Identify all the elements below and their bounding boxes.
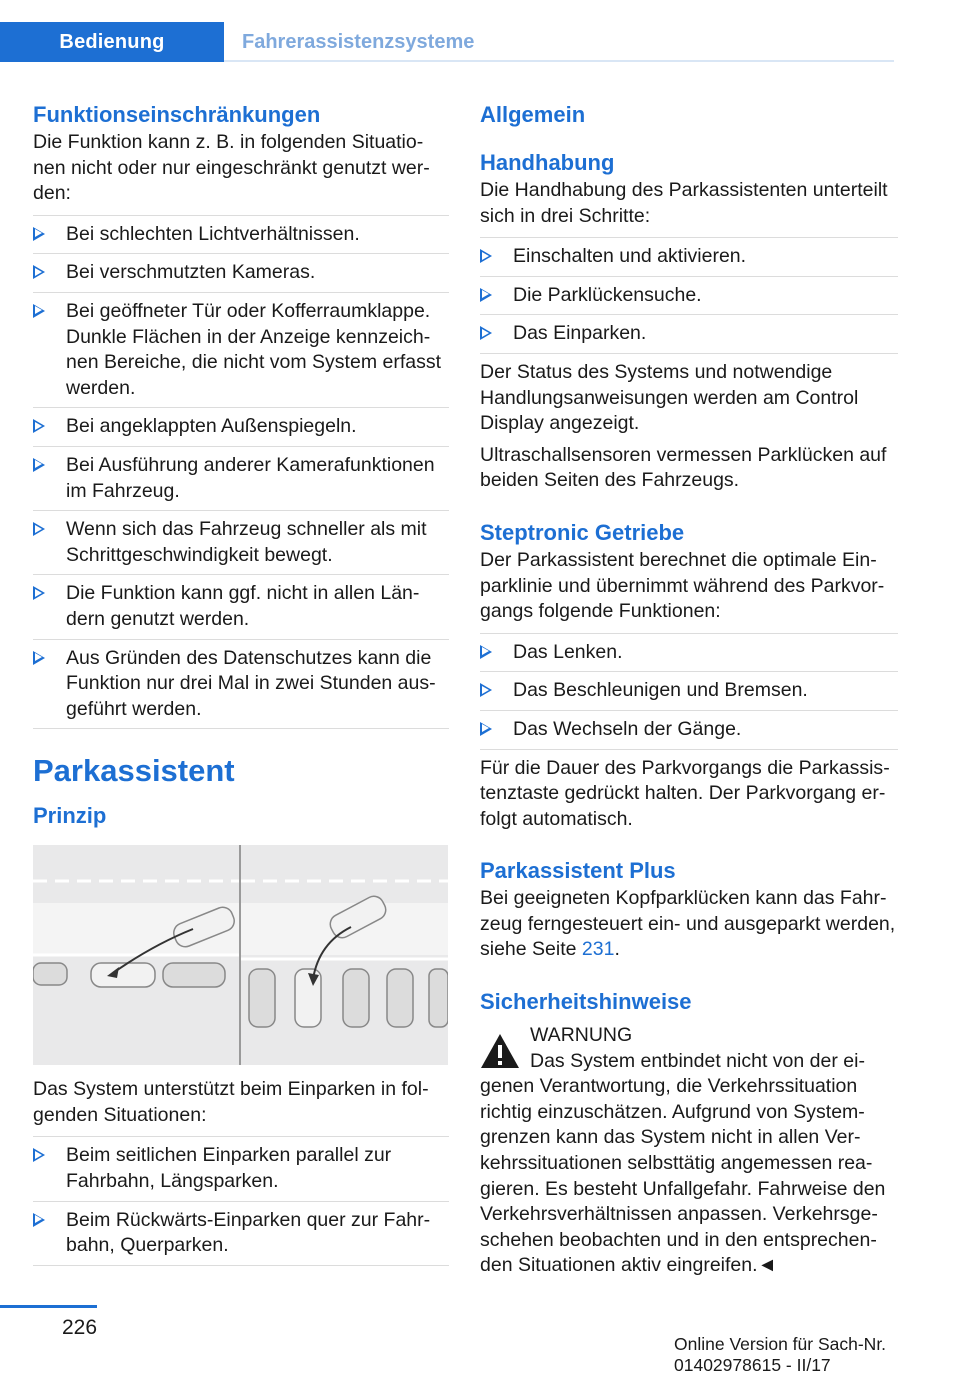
triangle-bullet-icon	[33, 586, 45, 600]
limitations-list	[33, 215, 449, 730]
handling-list	[480, 237, 898, 354]
triangle-bullet-icon	[480, 249, 492, 263]
chapter-title-parkassistent: Parkassistent	[33, 753, 235, 789]
steptronic-list	[480, 633, 898, 750]
parking-illustration	[33, 845, 448, 1065]
plus-text: Bei geeigneten Kopfparklücken kann das Fahrzeug ferngesteuert ein- und ausgeparkt werden, siehe Seite 231.	[480, 887, 896, 961]
list-item: Das Beschleunigen und Bremsen.	[480, 671, 898, 710]
section-title-steptronic: Steptronic Getriebe	[480, 519, 685, 545]
triangle-bullet-icon	[480, 288, 492, 302]
list-item: Das Lenken.	[480, 633, 898, 672]
triangle-bullet-icon	[33, 419, 45, 433]
section-title-allgemein: Allgemein	[480, 102, 586, 127]
handling-intro: Die Handhabung des Parkassistenten unterteilt sich in drei Schritte:	[480, 179, 888, 227]
triangle-bullet-icon	[33, 227, 45, 241]
list-item: Bei geöffneter Tür oder Kofferraumklappe. Dunkle Flächen in der Anzeige kennzeichnen Bereiche, die nicht vom System erfasst werden.	[33, 292, 449, 407]
steptronic-intro: Der Parkassistent berechnet die optimale Einparklinie und übernimmt während des Parkvorgangs folgende Funktionen:	[480, 548, 885, 623]
handling-paragraph-1: Der Status des Systems und notwendige Handlungsanweisungen werden am Control Display angezeigt.	[480, 360, 859, 435]
handling-paragraph-2: Ultraschallsensoren vermessen Parklücken auf beiden Seiten des Fahrzeugs.	[480, 443, 887, 492]
principle-list	[33, 1136, 449, 1265]
section-title-parkassistent-plus: Parkassistent Plus	[480, 858, 676, 884]
principle-text: Das System unterstützt beim Einparken in folgenden Situationen:	[33, 1078, 429, 1126]
list-item: Die Funktion kann ggf. nicht in allen Ländern genutzt werden.	[33, 574, 449, 638]
list-item: Bei Ausführung anderer Kamerafunktionen im Fahrzeug.	[33, 446, 449, 510]
triangle-bullet-icon	[33, 1213, 45, 1227]
list-item: Beim Rückwärts-Einparken quer zur Fahrbahn, Querparken.	[33, 1201, 449, 1266]
triangle-bullet-icon	[33, 458, 45, 472]
triangle-bullet-icon	[480, 645, 492, 659]
warning-text: Das System entbindet nicht von der eigenen Verantwortung, die Verkehrssituation richtig einzuschätzen. Aufgrund von Systemgrenzen kann das System nicht in allen Verkehrssituationen selbsttätig angemessen reagieren. Es besteht Unfallgefahr. Fahrweise den Verkehrsverhältnissen anpassen. Verkehrsgeschehen beobachten und in den entsprechenden Situationen aktiv eingreifen.◄	[480, 1049, 886, 1277]
left-column	[33, 100, 449, 1266]
section-title-funktionseinschraenkungen: Funktionseinschränkungen	[33, 102, 321, 127]
list-item: Das Wechseln der Gänge.	[480, 710, 898, 750]
tab-bedienung[interactable]: Bedienung	[0, 22, 224, 62]
right-column	[480, 100, 898, 1279]
section-title-sicherheitshinweise: Sicherheitshinweise	[480, 989, 692, 1015]
steptronic-paragraph: Für die Dauer des Parkvorgangs die Parkassistenztaste gedrückt halten. Der Parkvorgang erfolgt automatisch.	[480, 756, 890, 830]
footer-rule	[0, 1305, 97, 1308]
warning-block	[480, 1023, 898, 1279]
page-link-231[interactable]: 231	[581, 938, 615, 961]
warning-triangle-icon	[480, 1033, 520, 1069]
triangle-bullet-icon	[480, 722, 492, 736]
list-item: Bei verschmutzten Kameras.	[33, 253, 449, 292]
triangle-bullet-icon	[33, 1148, 45, 1162]
list-item: Wenn sich das Fahrzeug schneller als mit Schrittgeschwindigkeit bewegt.	[33, 510, 449, 574]
list-item: Das Einparken.	[480, 314, 898, 354]
warning-label: WARNUNG	[530, 1024, 633, 1047]
triangle-bullet-icon	[33, 265, 45, 279]
header-rule-active	[0, 60, 224, 62]
triangle-bullet-icon	[480, 683, 492, 697]
tab-fahrerassistenzsysteme[interactable]: Fahrerassistenzsysteme	[242, 30, 475, 53]
triangle-bullet-icon	[33, 304, 45, 318]
list-item: Bei angeklappten Außenspiegeln.	[33, 407, 449, 446]
triangle-bullet-icon	[33, 651, 45, 665]
page-number: 226	[62, 1316, 98, 1339]
list-item: Einschalten und aktivieren.	[480, 237, 898, 276]
section-title-prinzip: Prinzip	[33, 803, 107, 829]
triangle-bullet-icon	[33, 522, 45, 536]
list-item: Aus Gründen des Datenschutzes kann die Funktion nur drei Mal in zwei Stunden ausgeführt werden.	[33, 639, 449, 730]
section-title-handhabung: Handhabung	[480, 150, 615, 175]
triangle-bullet-icon	[480, 326, 492, 340]
footer-note: Online Version für Sach-Nr. 01402978615 - II/17	[674, 1334, 887, 1375]
list-item: Bei schlechten Lichtverhältnissen.	[33, 215, 449, 254]
section-intro: Die Funktion kann z. B. in folgenden Situationen nicht oder nur eingeschränkt genutzt werden:	[33, 131, 430, 205]
list-item: Beim seitlichen Einparken parallel zur Fahrbahn, Längsparken.	[33, 1136, 449, 1200]
list-item: Die Parklückensuche.	[480, 276, 898, 315]
